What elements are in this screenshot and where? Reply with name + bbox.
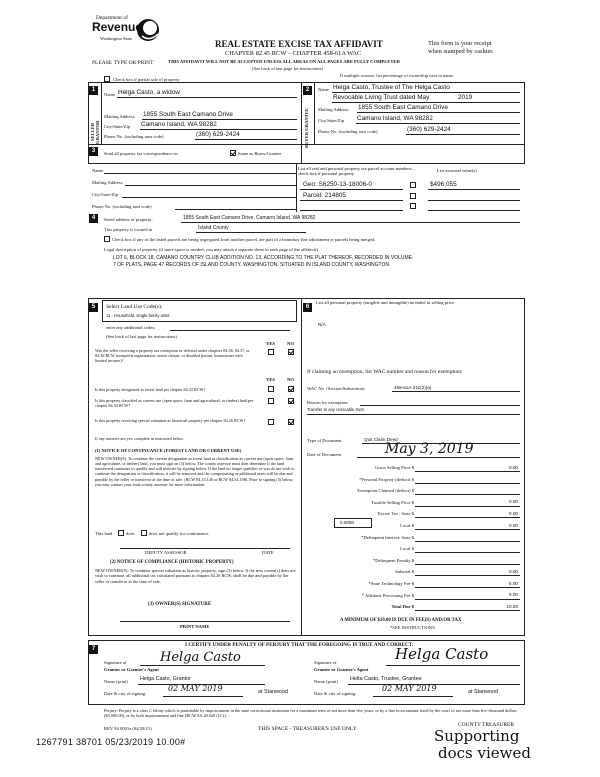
parcel-1: Geo: S6250-13-18006-0 <box>303 181 372 188</box>
buyer-mailing-label: Mailing Address <box>318 107 349 112</box>
perjury-text: Perjury: Perjury is a class C felony which is punishable by imprisonment in the state correctional institution for a maximum term of not more than five years, or by a fine in an amount fixed by the court of not more than five thousand dollars ($5,000.00), or by both imprisonment and fine (RCW 9A.20.020 (1C)). <box>104 708 517 719</box>
date-of-document-value: May 3, 2019 <box>385 441 474 457</box>
tax-row-line <box>415 471 520 472</box>
tax-row-value: 0.00 <box>509 568 518 574</box>
handwritten-note-2: docs viewed <box>438 744 531 762</box>
s3-name-label: Name <box>92 168 103 173</box>
tax-row-value: 5.00 <box>509 580 518 586</box>
section-5-number: 5 <box>89 303 98 312</box>
tax-row-line <box>415 529 520 530</box>
personal-property-value: N/A <box>318 322 326 327</box>
tax-row-line <box>415 564 520 565</box>
grantee-city: at Stanwood <box>468 689 498 695</box>
exemption-label: If claiming an exemption, list WAC number and reason for exemption: <box>307 369 463 375</box>
segregated-label: Check box if any of the listed parcels are being segregated from another parcel, are part of a boundary line adjustment or parcels being merged. <box>112 237 376 242</box>
legal-line1: LOT 6, BLOCK 18, CAMANO COUNTRY CLUB ADDITION NO. 13, ACCORDING TO THE PLAT THEREOF, RECORDED IN VOLUME <box>113 255 412 261</box>
grantor-signature: Helga Casto <box>160 650 241 665</box>
seller-mailing: 1855 South East Camano Drive <box>143 111 233 118</box>
buyer-phone: (360) 629-2424 <box>407 126 451 133</box>
multiple-owners-label: If multiple owners, list percentage of ownership next to name. <box>340 73 455 78</box>
tax-row-label: *Personal Property (deduct) $ <box>359 476 414 482</box>
tax-row-value: 0.00 <box>509 510 518 516</box>
tax-row-label: *Delinquent Interest: State $ <box>361 534 414 540</box>
tax-row-value: 0.00 <box>509 522 518 528</box>
grantee-date: 02 MAY 2019 <box>382 684 437 693</box>
tax-row-line <box>415 610 520 611</box>
parcel-1-personal-checkbox[interactable] <box>410 182 416 188</box>
tax-row-value: 5.00 <box>509 592 518 598</box>
select-land-use-label: Select Land Use Code(s): <box>106 304 163 310</box>
grantee-sig-label: Signature of <box>314 660 337 665</box>
tax-row-line <box>415 506 520 507</box>
wac-value: 458-61A-211(2)(a) <box>394 385 432 390</box>
land-does-checkbox[interactable] <box>118 530 124 536</box>
reason-label: Reason for exemption <box>307 400 348 405</box>
if-yes-note: If any answers are yes, complete as instructed below. <box>95 436 184 441</box>
parcel-2: Parcel: 214805 <box>303 192 346 199</box>
print-name-label: PRINT NAME <box>180 624 210 629</box>
section-2-number: 2 <box>303 86 312 95</box>
no-header-1: NO <box>287 341 294 346</box>
no-header-2: NO <box>287 377 294 382</box>
grantee-agent-label: Grantee or Grantee's Agent <box>314 667 369 672</box>
q3-text: Is this property classified as current use (open space, farm and agricultural, or timber) land per chapter 84.34 RCW? <box>95 398 254 409</box>
grantee-name-label: Name (print) <box>314 679 338 684</box>
grantee-name: Helta Casto, Trustee, Grantee <box>350 676 422 682</box>
type-of-document-label: Type of Document <box>307 438 342 443</box>
historic-title: (2) NOTICE OF COMPLIANCE (HISTORIC PROPERTY) <box>110 560 234 565</box>
q4-no-checkbox[interactable] <box>288 419 294 425</box>
tax-row-line <box>415 552 520 553</box>
tax-row-line <box>415 494 520 495</box>
tax-row-line <box>415 587 520 588</box>
tax-row-label: Gross Selling Price $ <box>375 465 414 470</box>
parcel-3-personal-checkbox[interactable] <box>410 203 416 209</box>
seller-name-label: Name <box>104 92 115 97</box>
assessed-1: $496,055 <box>430 181 457 188</box>
form-accepted: THIS AFFIDAVIT WILL NOT BE ACCEPTED UNLESS ALL AREAS ON ALL PAGES ARE FULLY COMPLETED <box>168 59 400 64</box>
q1-yes-checkbox[interactable] <box>268 349 274 355</box>
dept-line3: Washington State <box>100 36 133 41</box>
grantor-name: Helga Casto, Grantor <box>140 676 191 682</box>
seller-city: Camano Island, WA 98282 <box>141 121 217 128</box>
partial-sale-label: Check box if partial sale of property <box>113 77 180 82</box>
receipt-note-2: when stamped by cashier. <box>428 48 494 55</box>
county: Island County <box>198 225 229 231</box>
handwritten-note-1: Supporting <box>434 727 520 745</box>
tax-row-label: Taxable Selling Price $ <box>371 499 414 505</box>
tax-row-value: 10.00 <box>506 603 518 609</box>
treasurer-space: THIS SPACE - TREASURER'S USE ONLY <box>258 726 357 732</box>
grantor-agent-label: Grantor or Grantor's Agent <box>104 667 159 672</box>
seller-phone: (360) 629-2424 <box>196 131 240 138</box>
buyer-name-line2: Revocable Living Trust dated May <box>333 94 430 101</box>
additional-codes-label: enter any additional codes: <box>106 325 156 330</box>
q2-text: Is this property designated as forest land per chapter 84.33 RCW? <box>95 387 206 392</box>
street-label: Street address of property: <box>104 217 153 222</box>
seller-side-label: SELLER GRANTOR <box>90 120 100 144</box>
grantor-name-label: Name (print) <box>104 679 128 684</box>
s3-phone-label: Phone No. (including area code) <box>92 204 152 209</box>
buyer-city-label: City/State/Zip <box>318 118 345 123</box>
q1-text: Was the seller receiving a property tax exemption or deferral under chapters 84.36, 84.37, or 84.38 RCW (nonprofit organization, senior citizen, or disabled person, homeowner with limited income)? <box>95 348 250 364</box>
segregated-checkbox[interactable] <box>104 236 110 242</box>
tax-row-label: *State Technology Fee $ <box>368 581 414 586</box>
section-7-number: 7 <box>89 645 98 654</box>
this-land-label: This land <box>95 531 113 536</box>
section-4-number: 4 <box>89 214 98 223</box>
legal-label: Legal description of property (if more space is needed, you may attach a separate sheet to each page of the affidavit) <box>104 247 318 252</box>
county-treasurer: COUNTY TREASURER <box>458 722 515 728</box>
seller-phone-label: Phone No. (including area code) <box>104 134 164 139</box>
grantor-city: at Stanwood <box>258 689 288 695</box>
type-of-document-value: Quit Claim Deed <box>364 437 398 442</box>
land-does-not-label: does not qualify for continuance. <box>149 531 210 536</box>
tax-row-line <box>415 541 520 542</box>
yes-header-2: YES <box>266 377 275 382</box>
local-rate: 0.0050 <box>340 520 355 525</box>
q3-no-checkbox[interactable] <box>288 398 294 404</box>
q3-yes-checkbox[interactable] <box>268 398 274 404</box>
wac-label: WAC No. (Section/Subsection) <box>307 386 365 391</box>
tax-row-label: Exemption Claimed (deduct) $ <box>357 488 414 494</box>
tax-row-label: Total Due $ <box>391 604 414 610</box>
recording-stamp: 1267791 38701 05/23/2019 10.00# <box>36 737 186 747</box>
tax-row-value: 0.00 <box>509 499 518 505</box>
buyer-side-label: BUYER GRANTEE <box>304 108 309 148</box>
tax-row-label: Subtotal $ <box>395 569 414 575</box>
tax-row-line <box>415 483 520 484</box>
tax-row-line <box>415 517 520 518</box>
parcel-header: List all real and personal property tax parcel account numbers – check box if personal property <box>298 166 416 177</box>
historic-text: NEW OWNER(S): To continue special valuation as historic property, sign (3) below. If the new owner(s) does not wish to continue, all additional tax calculated pursuant to chapter 84.26 RCW, shall be due and payable by the seller or transferor at the time of sale. <box>95 568 296 584</box>
grantor-date-label: Date & city of signing: <box>104 691 147 696</box>
owner-signature-label: (3) OWNER(S) SIGNATURE <box>148 602 212 607</box>
buyer-name-year: 2019 <box>458 94 473 101</box>
buyer-mailing: 1855 South East Camano Drive <box>358 104 448 111</box>
deputy-assessor-label: DEPUTY ASSESSOR <box>145 550 187 555</box>
date-of-document-label: Date of Document <box>307 452 341 457</box>
q1-no-checkbox[interactable] <box>288 349 294 355</box>
buyer-phone-label: Phone No. (including area code) <box>318 129 378 134</box>
parcel-2-personal-checkbox[interactable] <box>410 193 416 199</box>
q4-yes-checkbox[interactable] <box>268 419 274 425</box>
s3-city-label: City/State/Zip <box>92 192 119 197</box>
q2-yes-checkbox[interactable] <box>268 386 274 392</box>
continuance-title: (1) NOTICE OF CONTINUANCE (FOREST LAND OR CURRENT USE) <box>95 448 242 453</box>
send-correspondence-label: Send all property tax correspondence to: <box>104 151 179 156</box>
s5-see-back: (See back of last page for instructions) <box>106 334 177 339</box>
assessed-header: List assessed value(s) <box>437 168 477 173</box>
land-does-label: does <box>126 531 135 536</box>
dept-line2: Revenue <box>92 20 143 34</box>
please-type: PLEASE TYPE OR PRINT <box>92 60 154 66</box>
section-1-number: 1 <box>89 86 98 95</box>
rev-number: REV 84 0001a (04/28/15) <box>104 726 152 731</box>
grantee-signature: Helga Casto <box>395 645 489 663</box>
form-title: REAL ESTATE EXCISE TAX AFFIDAVIT <box>215 39 383 49</box>
legal-line2: 7 OF PLATS, PAGE 47 RECORDS OF ISLAND COUNTY, WASHINGTON. SITUATED IN ISLAND COUNTY, WASHINGTON. <box>113 262 391 268</box>
tax-row-label: *Delinquent Penalty $ <box>372 557 414 563</box>
q4-text: Is this property receiving special valuation as historical property per chapter 84.26 RCW? <box>95 418 246 423</box>
grantor-date: 02 MAY 2019 <box>168 684 223 693</box>
seller-name: Helga Casto, a widow <box>118 89 180 96</box>
tax-row-value: 0.00 <box>509 464 518 470</box>
seller-city-label: City/State/Zip <box>104 124 131 129</box>
reason-value: Transfer to any revocable trust. <box>307 407 365 412</box>
deputy-date-label: DATE <box>262 550 274 555</box>
q2-no-checkbox[interactable] <box>288 386 294 392</box>
certify-text: I CERTIFY UNDER PENALTY OF PERJURY THAT THE FOREGOING IS TRUE AND CORRECT. <box>185 642 414 648</box>
continuance-text: NEW OWNER(S): To continue the current designation as forest land or classification as current use (open space, farm and agriculture, or timber) land, you must sign on (3) below. The county assessor must then determine if the land transferred continues to qualify and will indicate by signing below. If the land no longer qualifies or you do not wish to continue the designation or classification, it will be removed and the compensating or additional taxes will be due and payable by the seller or transferor at the time of sale. (RCW 84.33.140 or RCW 84.34.108). Prior to signing (3) below, you may contact your local county assessor for more information. <box>95 456 295 487</box>
form-chapter: CHAPTER 82.45 RCW – CHAPTER 458-61A WAC <box>225 50 362 57</box>
land-use-value: 11 - Household, single family units <box>106 313 170 318</box>
receipt-note-1: This form is your receipt <box>428 40 492 47</box>
section-3-number: 3 <box>89 147 98 156</box>
section-6-number: 6 <box>303 303 312 312</box>
grantee-date-label: Date & city of signing: <box>314 691 357 696</box>
buyer-name-line1: Helga Casto, Trustee of The Helga Casto <box>333 84 450 91</box>
located-label: This property is located in <box>104 227 153 232</box>
see-instructions: *SEE INSTRUCTIONS <box>390 625 435 630</box>
grantor-sig-label: Signature of <box>104 660 127 665</box>
yes-header-1: YES <box>266 341 275 346</box>
street-address: 1855 South East Camano Drive, Camano Island, WA 98282 <box>183 215 316 221</box>
land-does-not-checkbox[interactable] <box>141 530 147 536</box>
tax-row-label: * Affidavit Processing Fee $ <box>361 592 414 598</box>
s3-mailing-label: Mailing Address <box>92 180 123 185</box>
minimum-due: A MINIMUM OF $10.00 IS DUE IN FEE(S) AND/OR TAX <box>340 618 462 623</box>
seller-mailing-label: Mailing Address <box>104 114 135 119</box>
same-as-buyer-checkbox[interactable] <box>230 150 236 156</box>
see-back: (See back of last page for instructions) <box>252 66 323 71</box>
buyer-name-label: Name <box>318 87 329 92</box>
tax-row-line <box>415 599 520 600</box>
tax-row-label: Excise Tax : State $ <box>377 511 414 517</box>
buyer-city: Camano Island, WA 98282 <box>357 115 433 122</box>
tax-row-label: Local $ <box>400 546 414 552</box>
personal-property-label: List all personal property (tangible and intangible) included in selling price. <box>316 300 456 305</box>
tax-row-label: Local $ <box>400 523 414 528</box>
same-as-buyer-label: Same as Buyer/Grantee <box>238 151 282 156</box>
tax-row-line <box>415 575 520 576</box>
dept-line1: Department of <box>96 15 128 21</box>
